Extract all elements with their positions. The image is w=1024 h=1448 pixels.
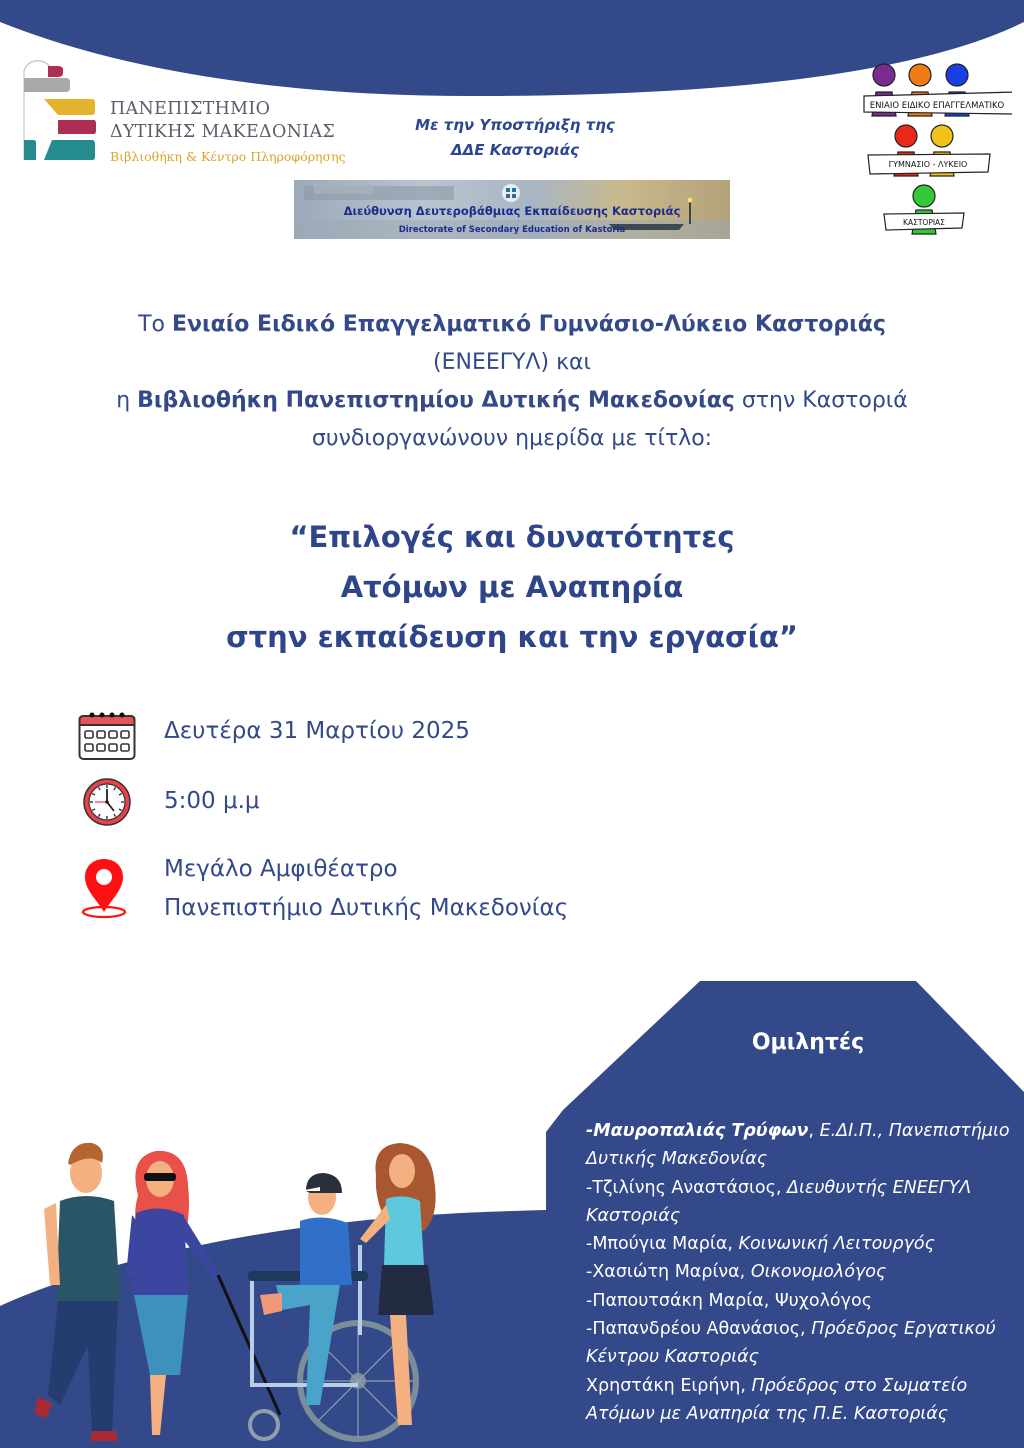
calendar-icon <box>78 711 136 761</box>
event-time: 5:00 μ.μ <box>164 788 260 814</box>
school-logo-figures <box>862 62 1012 238</box>
speakers-list <box>586 1117 1016 1428</box>
woman-with-cane-figure <box>126 1151 280 1435</box>
speakers-heading: Ομιλητές <box>751 1030 865 1055</box>
woman-pushing-wheelchair-figure <box>360 1143 436 1425</box>
speaker-item: -Παπανδρέου Αθανάσιος, Πρόεδρος Εργατικού Κέντρου Καστοριάς <box>586 1319 996 1368</box>
svg-text:ΓΥΜΝΑΣΙΟ - ΛΥΚΕΙΟ: ΓΥΜΝΑΣΙΟ - ΛΥΚΕΙΟ <box>888 160 968 169</box>
university-logo-mark <box>18 58 98 166</box>
school-name: Ενιαίο Ειδικό Επαγγελματικό Γυμνάσιο-Λύκειο Καστοριάς <box>172 312 886 337</box>
intro-line4: συνδιοργανώνουν ημερίδα με τίτλο: <box>311 426 713 451</box>
venue-line2: Πανεπιστήμιο Δυτικής Μακεδονίας <box>164 895 569 921</box>
man-figure <box>34 1143 120 1441</box>
speaker-item: -Τζιλίνης Αναστάσιος, Διευθυντής ΕΝΕΕΓΥΛ Καστοριάς <box>586 1177 972 1226</box>
school-logo <box>862 62 1012 238</box>
event-date: Δευτέρα 31 Μαρτίου 2025 <box>164 718 470 744</box>
speaker-item: -Χασιώτη Μαρίνα, Οικονομολόγος <box>586 1262 887 1283</box>
people-with-disabilities-illustration <box>20 1135 480 1448</box>
location-pin-icon <box>80 858 128 920</box>
speaker-item: -Μπούγια Μαρία, Κοινωνική Λειτουργός <box>586 1234 935 1255</box>
intro-line2: (ΕΝΕΕΓΥΛ) και <box>433 350 591 375</box>
university-name-line2: ΔΥΤΙΚΗΣ ΜΑΚΕΔΟΝΙΑΣ <box>110 122 336 142</box>
svg-text:ΚΑΣΤΟΡΙΑΣ: ΚΑΣΤΟΡΙΑΣ <box>903 218 945 227</box>
event-title-line3: στην εκπαίδευση και την εργασία” <box>226 620 798 654</box>
dde-kastoria-banner <box>294 180 730 239</box>
university-logo <box>18 58 358 168</box>
speaker-item: -Παπουτσάκη Μαρία, Ψυχολόγος <box>586 1290 872 1311</box>
university-name-line1: ΠΑΝΕΠΙΣΤΗΜΙΟ <box>110 99 271 119</box>
speaker-item: -Μαυροπαλιάς Τρύφων, Ε.ΔΙ.Π., Πανεπιστήμιο Δυτικής Μακεδονίας <box>586 1121 1010 1170</box>
intro-line3: η Βιβλιοθήκη Πανεπιστημίου Δυτικής Μακεδονίας στην Καστοριά <box>116 388 908 413</box>
event-title-line1: “Επιλογές και δυνατότητες <box>289 520 735 554</box>
clock-icon <box>82 777 132 827</box>
banner-subtitle: Directorate of Secondary Education of Kastoria <box>398 225 626 235</box>
event-title <box>100 512 924 662</box>
banner-title: Διεύθυνση Δευτεροβάθμιας Εκπαίδευσης Καστοριάς <box>343 204 681 218</box>
event-title-line2: Ατόμων με Αναπηρία <box>340 570 684 604</box>
university-subtitle: Βιβλιοθήκη & Κέντρο Πληροφόρησης <box>110 149 346 164</box>
greek-emblem-icon <box>500 183 522 203</box>
intro-paragraph <box>40 306 984 458</box>
support-line2: ΔΔΕ Καστοριάς <box>451 141 579 159</box>
library-name: Βιβλιοθήκη Πανεπιστημίου Δυτικής Μακεδονίας <box>137 388 735 413</box>
svg-text:ΕΝΙΑΙΟ ΕΙΔΙΚΟ ΕΠΑΓΓΕΛΜΑΤΙΚΟ: ΕΝΙΑΙΟ ΕΙΔΙΚΟ ΕΠΑΓΓΕΛΜΑΤΙΚΟ <box>869 101 1005 111</box>
intro-line1: Το Ενιαίο Ειδικό Επαγγελματικό Γυμνάσιο-Λύκειο Καστοριάς <box>138 312 886 337</box>
speaker-item: Χρηστάκη Ειρήνη, Πρόεδρος στο Σωματείο Ατόμων με Αναπηρία της Π.Ε. Καστοριάς <box>586 1375 968 1424</box>
venue-line1: Μεγάλο Αμφιθέατρο <box>164 856 398 882</box>
support-line1: Με την Υποστήριξη της <box>415 116 615 134</box>
